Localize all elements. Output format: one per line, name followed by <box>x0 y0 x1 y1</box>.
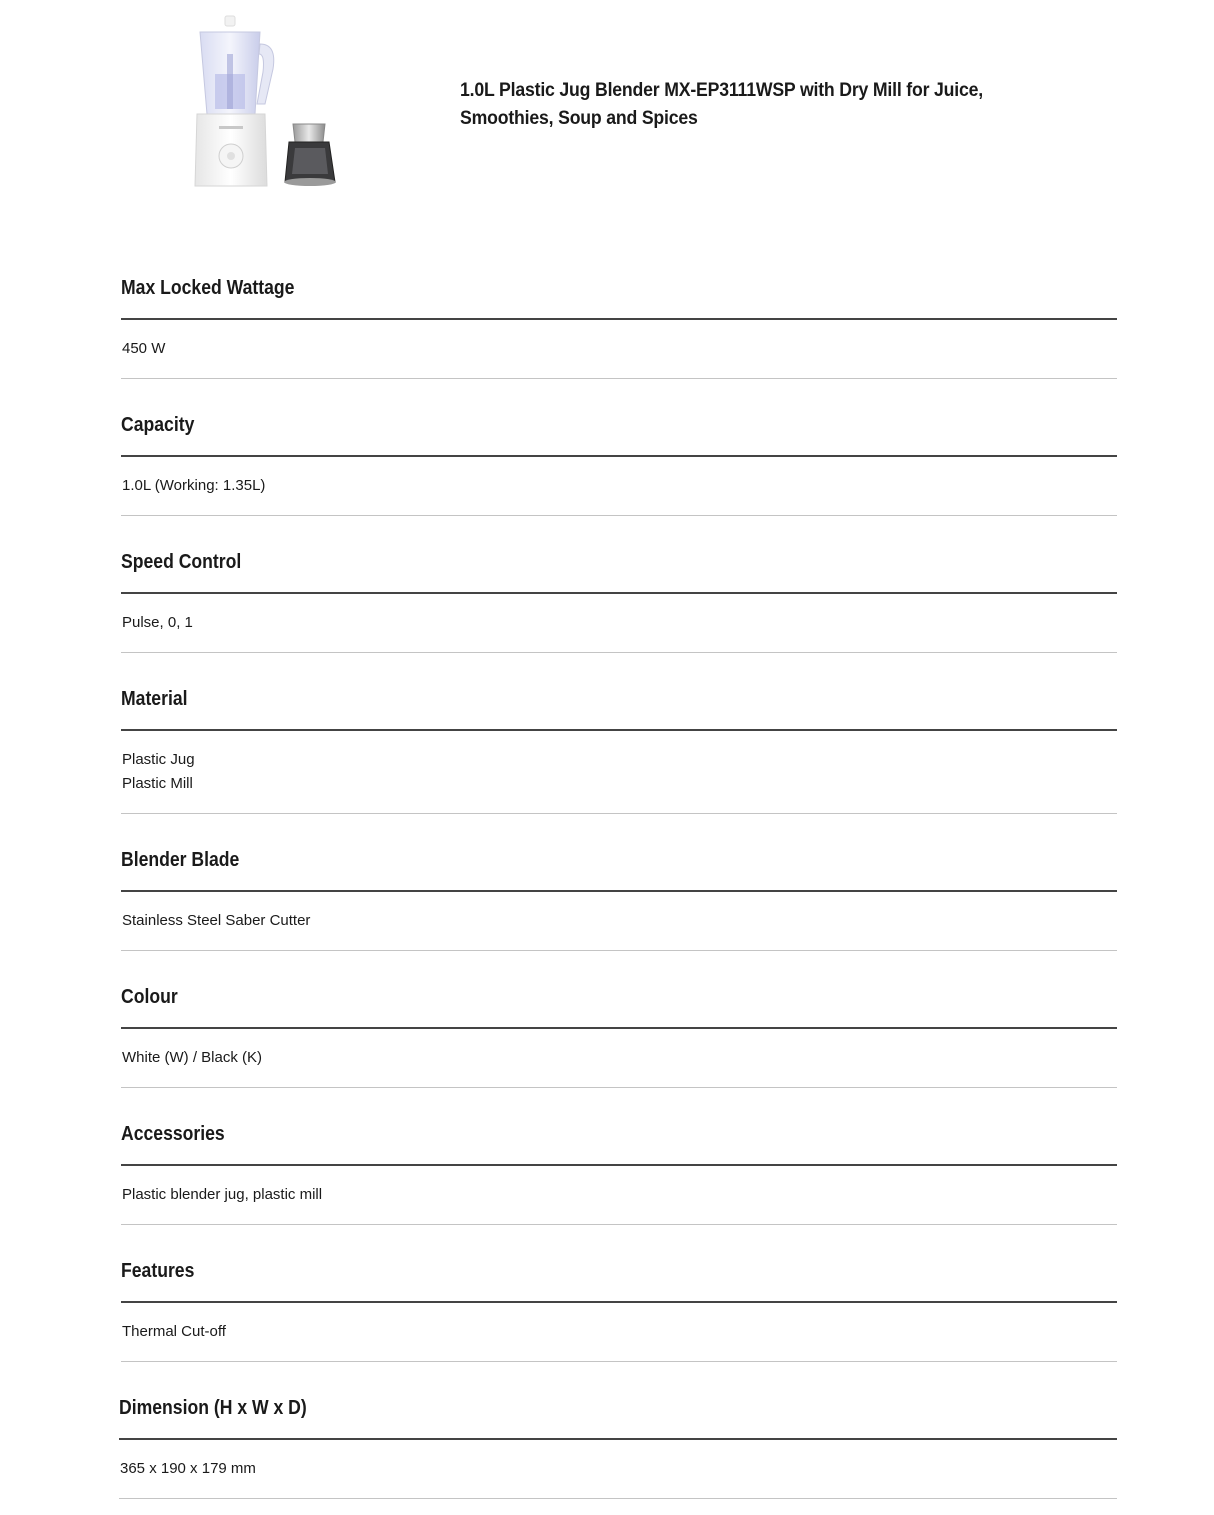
product-header <box>0 0 1214 210</box>
spec-label-text: Accessories <box>121 1123 225 1145</box>
spec-value-line: Thermal Cut-off <box>122 1323 226 1340</box>
spec-features <box>121 1241 1117 1362</box>
spec-value-line: 365 x 190 x 179 mm <box>120 1460 256 1477</box>
spec-value-line: 1.0L (Working: 1.35L) <box>122 477 266 494</box>
spec-value <box>121 892 1117 951</box>
spec-value-line: Pulse, 0, 1 <box>122 614 193 631</box>
spec-label-text: Max Locked Wattage <box>121 277 295 299</box>
spec-label-text: Colour <box>121 986 178 1008</box>
spec-value-line: Stainless Steel Saber Cutter <box>122 912 311 929</box>
spec-value <box>121 1166 1117 1225</box>
spec-blender-blade <box>121 830 1117 951</box>
spec-label-text: Blender Blade <box>121 849 240 871</box>
spec-value <box>121 731 1117 814</box>
spec-label-text: Features <box>121 1260 195 1282</box>
spec-label-text: Dimension (H x W x D) <box>119 1397 307 1419</box>
spec-label-text: Material <box>121 688 188 710</box>
spec-value-line: Plastic blender jug, plastic mill <box>122 1186 323 1203</box>
spec-label <box>121 532 1117 594</box>
spec-label <box>119 1378 1117 1440</box>
spec-label <box>121 830 1117 892</box>
spec-label <box>121 967 1117 1029</box>
spec-value <box>121 1029 1117 1088</box>
spec-material <box>121 669 1117 814</box>
spec-value <box>121 457 1117 516</box>
spec-value <box>121 1303 1117 1362</box>
spec-label <box>121 395 1117 457</box>
specifications-list <box>121 258 1117 1515</box>
spec-value-line: Plastic Mill <box>122 775 193 792</box>
spec-label <box>121 1104 1117 1166</box>
spec-label-text: Capacity <box>121 414 195 436</box>
spec-label <box>121 1241 1117 1303</box>
spec-colour <box>121 967 1117 1088</box>
spec-value <box>119 1440 1117 1499</box>
spec-value-line: 450 W <box>122 340 166 357</box>
spec-value <box>121 320 1117 379</box>
product-title: 1.0L Plastic Jug Blender MX-EP3111WSP with Dry Mill for Juice, Smoothies, Soup and Spices <box>460 80 984 129</box>
spec-dimension <box>119 1378 1117 1499</box>
spec-label <box>121 258 1117 320</box>
spec-value-line: White (W) / Black (K) <box>122 1049 263 1066</box>
spec-accessories <box>121 1104 1117 1225</box>
spec-value <box>121 594 1117 653</box>
spec-max-locked-wattage <box>121 258 1117 379</box>
blender-product-image <box>185 14 345 194</box>
spec-label <box>121 669 1117 731</box>
spec-speed-control <box>121 532 1117 653</box>
spec-value-line: Plastic Jug <box>122 751 195 768</box>
spec-capacity <box>121 395 1117 516</box>
spec-label-text: Speed Control <box>121 551 242 573</box>
